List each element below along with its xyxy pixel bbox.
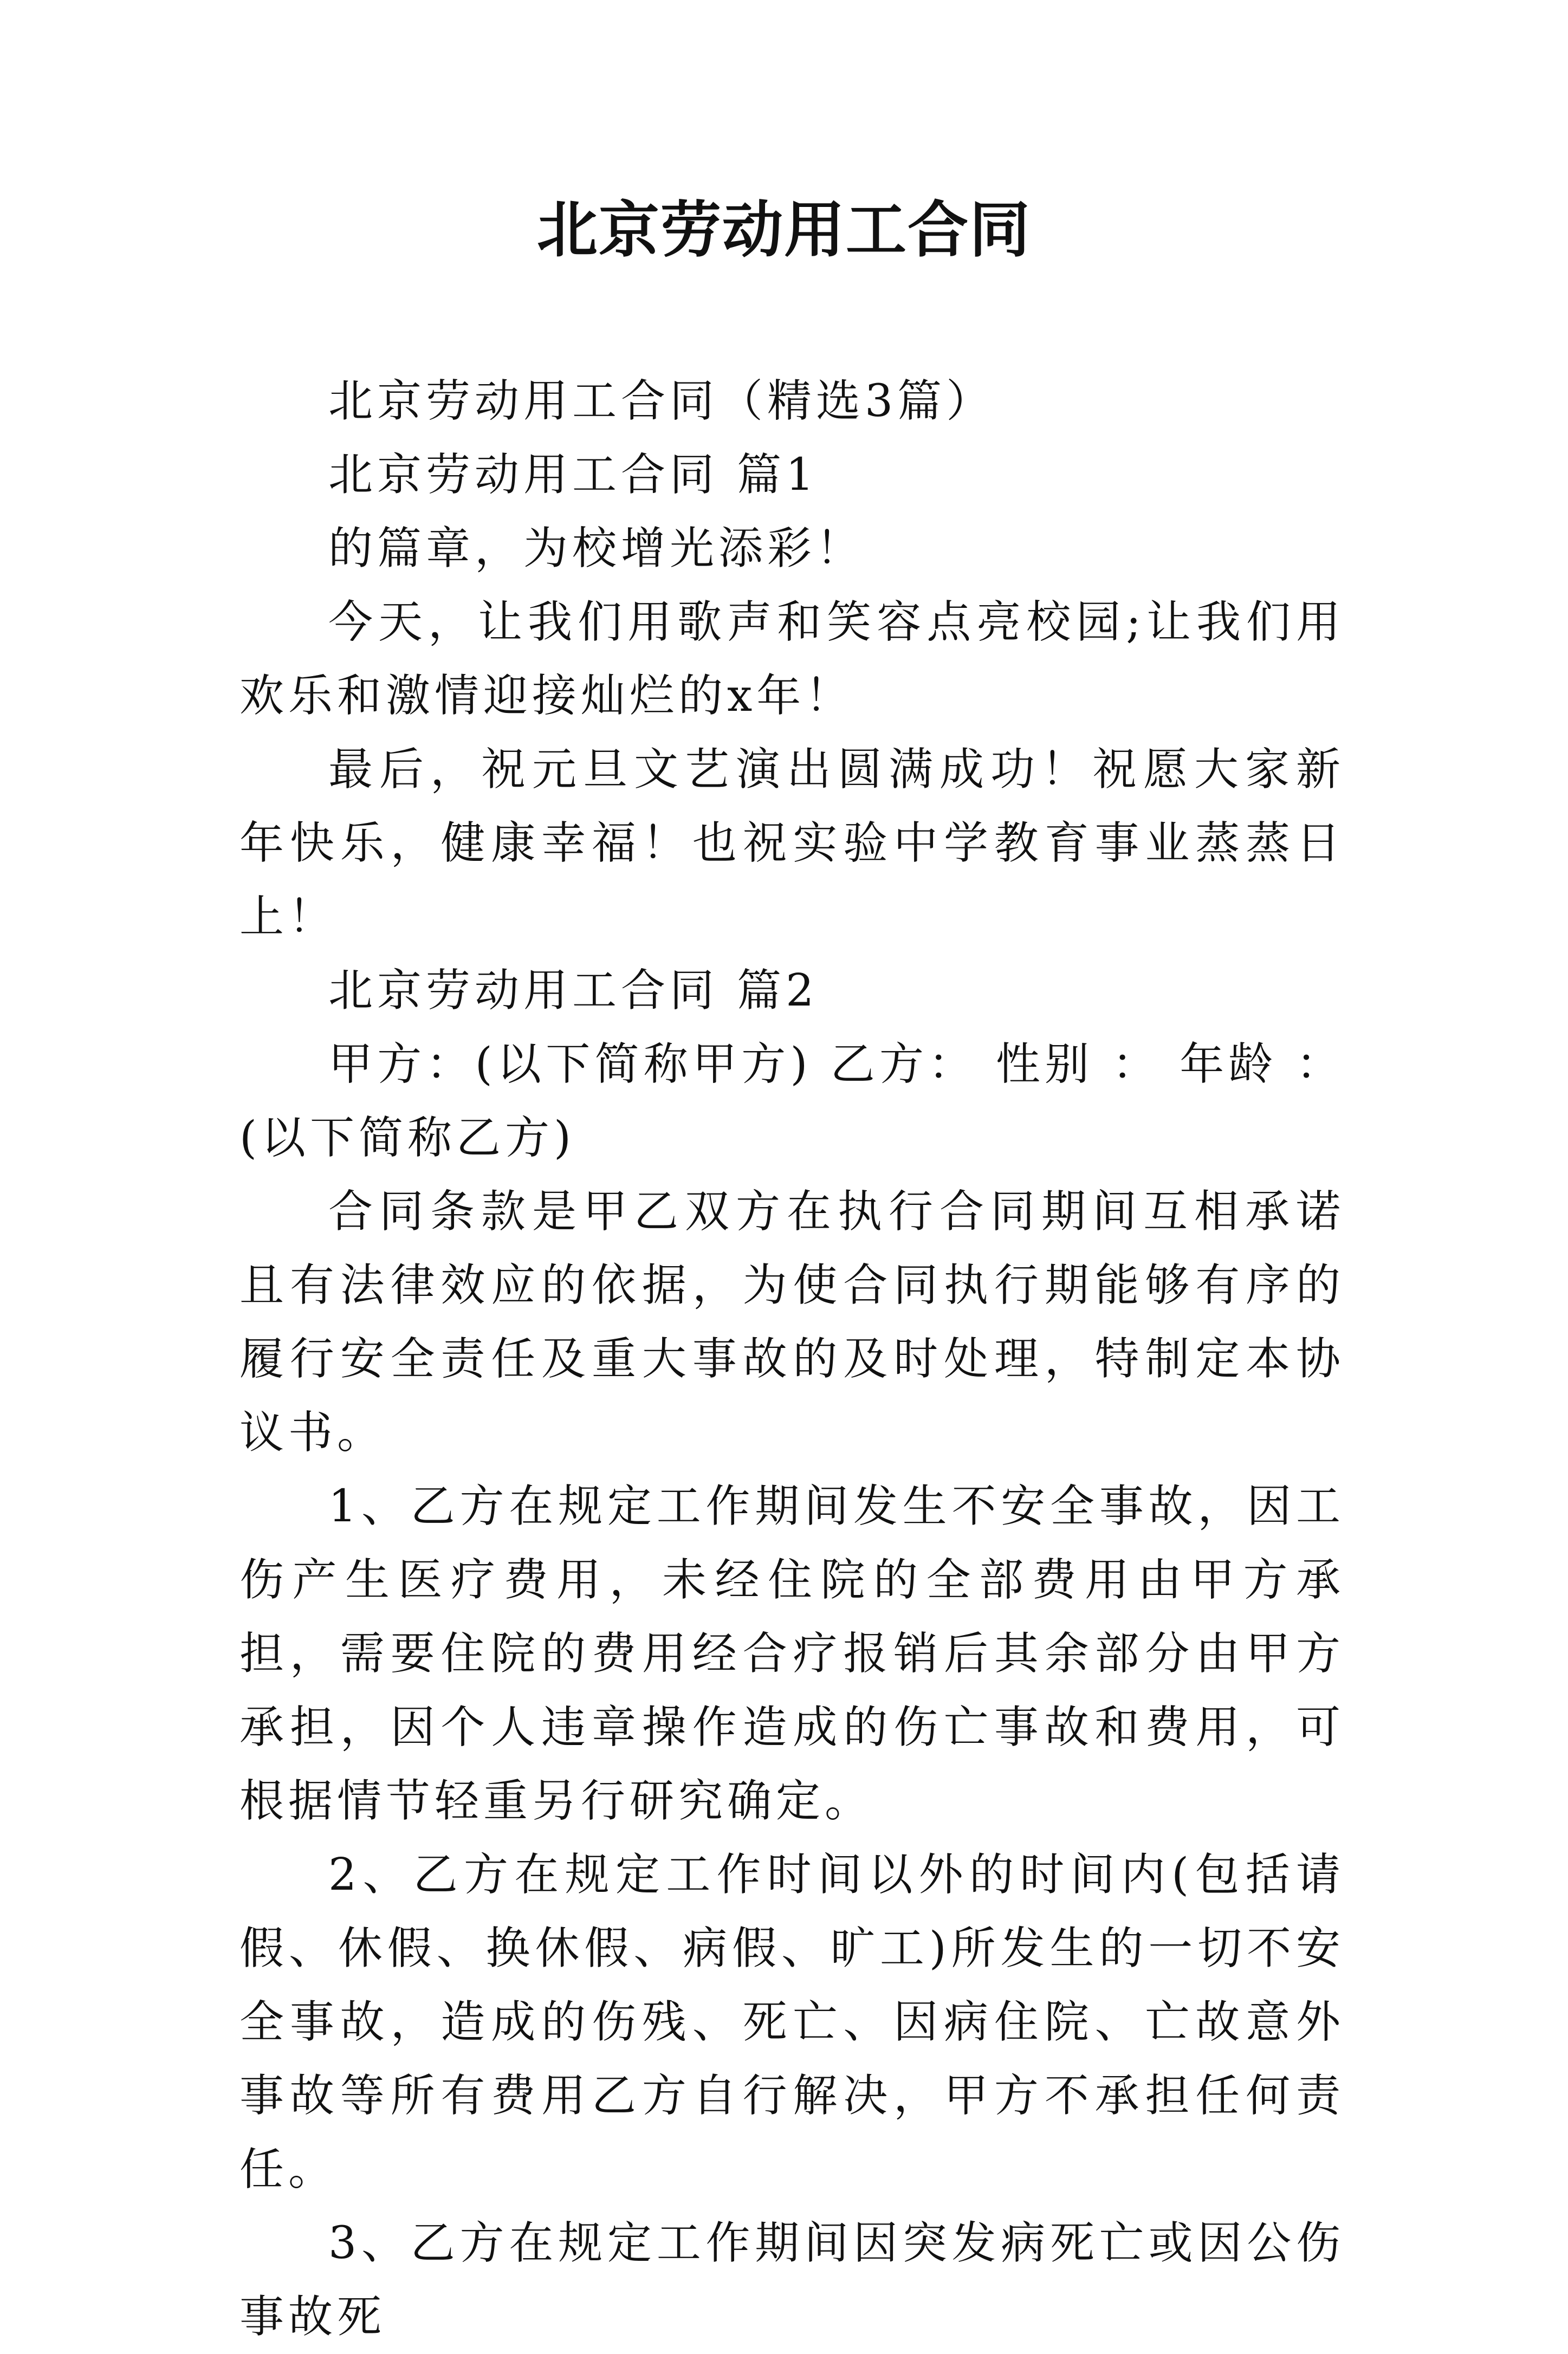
paragraph-parties: 甲方：(以下简称甲方) 乙方： 性别 ： 年龄 ： (以下简称乙方) xyxy=(239,1039,1345,1164)
paragraph: 最后，祝元旦文艺演出圆满成功！祝愿大家新年快乐，健康幸福！也祝实验中学教育事业蒸蒸日上！ xyxy=(239,744,1345,943)
section-heading-1: 北京劳动用工合同 篇1 xyxy=(328,449,819,501)
document-body xyxy=(239,365,1345,2354)
section-heading-2: 北京劳动用工合同 篇2 xyxy=(328,965,819,1016)
clause-3: 3、乙方在规定工作期间因突发病死亡或因公伤事故死 xyxy=(239,2217,1345,2343)
document-title: 北京劳动用工合同 xyxy=(537,195,1031,265)
paragraph-subtitle: 北京劳动用工合同（精选3篇） xyxy=(328,375,995,427)
paragraph: 的篇章，为校增光添彩！ xyxy=(328,523,865,574)
clause-1: 1、乙方在规定工作期间发生不安全事故，因工伤产生医疗费用，未经住院的全部费用由甲方承担，需要住院的费用经合疗报销后其余部分由甲方承担，因个人违章操作造成的伤亡事故和费用，可根据情节轻重另行研究确定。 xyxy=(239,1481,1345,1827)
paragraph: 今天，让我们用歌声和笑容点亮校园;让我们用欢乐和激情迎接灿烂的x年！ xyxy=(239,596,1345,722)
clause-2: 2、乙方在规定工作时间以外的时间内(包括请假、休假、换休假、病假、旷工)所发生的一切不安全事故，造成的伤残、死亡、因病住院、亡故意外事故等所有费用乙方自行解决，甲方不承担任何责任。 xyxy=(239,1849,1345,2195)
paragraph: 合同条款是甲乙双方在执行合同期间互相承诺且有法律效应的依据，为使合同执行期能够有序的履行安全责任及重大事故的及时处理，特制定本协议书。 xyxy=(239,1186,1345,1458)
